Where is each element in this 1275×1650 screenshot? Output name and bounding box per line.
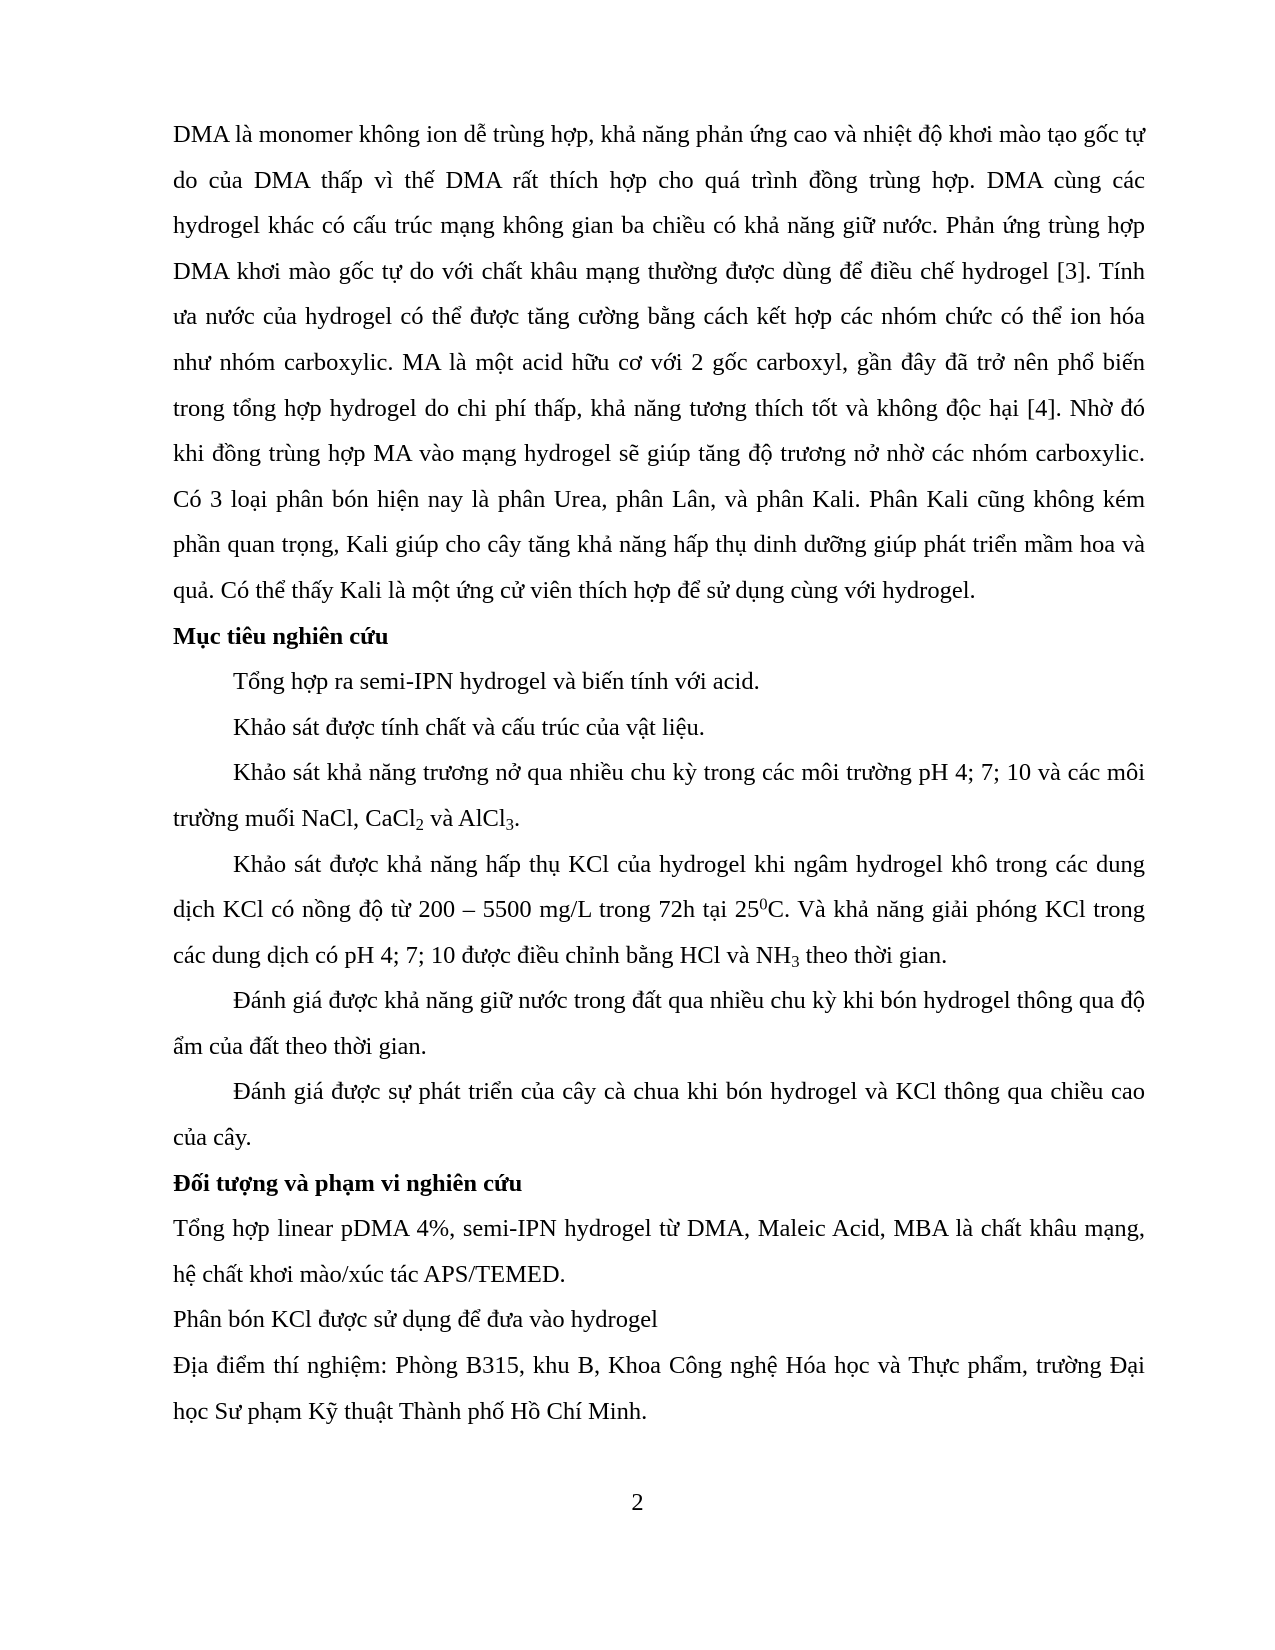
objectives-heading: Mục tiêu nghiên cứu (173, 622, 389, 650)
page-number: 2 (631, 1489, 644, 1516)
objective-item-4-text-a: Khảo sát được khả năng hấp thụ KCl của hydrogel khi ngâm hydrogel khô trong các dung dịch KCl có nồng độ từ 200 – 5500 mg/L trong 72h tại 25 (173, 850, 1145, 924)
scope-item-1: Tổng hợp linear pDMA 4%, semi-IPN hydrogel từ DMA, Maleic Acid, MBA là chất khâu mạng, hệ chất khơi mào/xúc tác APS/TEMED. (173, 1215, 1145, 1288)
objective-item-3 (173, 750, 1145, 841)
objective-item-2: Khảo sát được tính chất và cấu trúc của vật liệu. (233, 713, 705, 741)
scope-item-2: Phân bón KCl được sử dụng để đưa vào hydrogel (173, 1306, 658, 1334)
objective-item-4 (173, 842, 1145, 979)
scope-heading: Đối tượng và phạm vi nghiên cứu (173, 1169, 523, 1197)
objective-item-4-text-c: theo thời gian. (799, 941, 948, 969)
subscript-3: 3 (791, 951, 800, 971)
objective-item-1: Tổng hợp ra semi-IPN hydrogel và biến tính với acid. (233, 668, 760, 696)
objective-item-3-text-c: . (513, 804, 521, 832)
objective-item-3-text-a: Khảo sát khả năng trương nở qua nhiều chu kỳ trong các môi trường pH 4; 7; 10 và các môi trường muối NaCl, CaCl (173, 759, 1145, 832)
objective-item-3-text-b: và AlCl (423, 804, 506, 832)
superscript-0: 0 (759, 894, 768, 914)
objective-item-6: Đánh giá được sự phát triển của cây cà chua khi bón hydrogel và KCl thông qua chiều cao của cây. (173, 1078, 1145, 1152)
subscript-3: 3 (505, 815, 514, 835)
scope-item-3: Địa điểm thí nghiệm: Phòng B315, khu B, Khoa Công nghệ Hóa học và Thực phẩm, trường Đại học Sư phạm Kỹ thuật Thành phố Hồ Chí Minh. (173, 1352, 1145, 1425)
objective-item-5: Đánh giá được khả năng giữ nước trong đất qua nhiều chu kỳ khi bón hydrogel thông qua độ ẩm của đất theo thời gian. (173, 987, 1145, 1060)
objective-item-4-text-b: C. Và khả năng giải phóng KCl trong các dung dịch có pH 4; 7; 10 được điều chỉnh bằng HCl và NH (173, 896, 1146, 969)
document-page (173, 112, 1145, 1434)
subscript-2: 2 (415, 815, 424, 835)
intro-paragraph: DMA là monomer không ion dễ trùng hợp, khả năng phản ứng cao và nhiệt độ khơi mào tạo gốc tự do của DMA thấp vì thế DMA rất thích hợp cho quá trình đồng trùng hợp. DMA cùng các hydrogel khác có cấu trúc mạng không gian ba chiều có khả năng giữ nước. Phản ứng trùng hợp DMA khơi mào gốc tự do với chất khâu mạng thường được dùng để điều chế hydrogel [3]. Tính ưa nước của hydrogel có thể được tăng cường bằng cách kết hợp các nhóm chức có thể ion hóa như nhóm carboxylic. MA là một acid hữu cơ với 2 gốc carboxyl, gần đây đã trở nên phổ biến trong tổng hợp hydrogel do chi phí thấp, khả năng tương thích tốt và không độc hại [4]. Nhờ đó khi đồng trùng hợp MA vào mạng hydrogel sẽ giúp tăng độ trương nở nhờ các nhóm carboxylic. Có 3 loại phân bón hiện nay là phân Urea, phân Lân, và phân Kali. Phân Kali cũng không kém phần quan trọng, Kali giúp cho cây tăng khả năng hấp thụ dinh dưỡng giúp phát triển mầm hoa và quả. Có thể thấy Kali là một ứng cử viên thích hợp để sử dụng cùng với hydrogel. (173, 121, 1145, 604)
